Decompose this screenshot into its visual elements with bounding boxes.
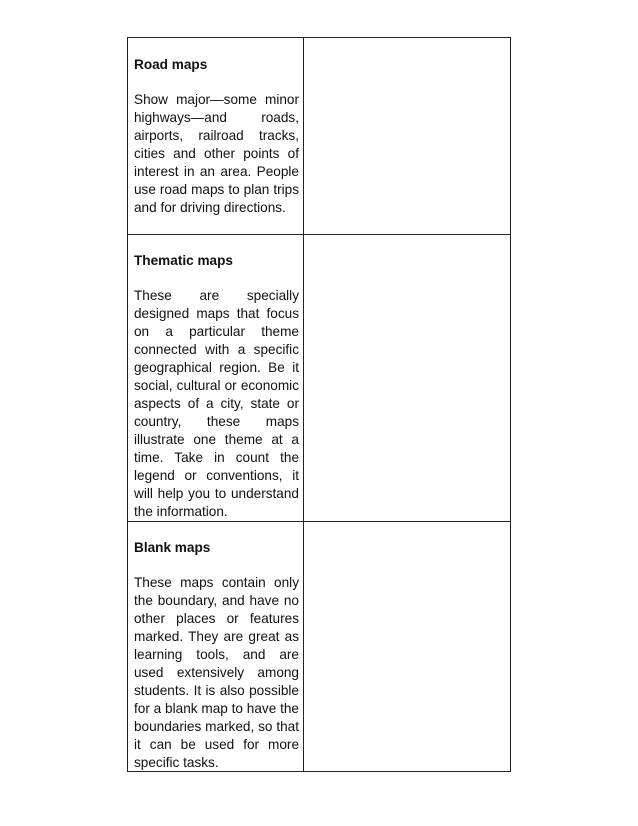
body-line: the boundary, and have no: [134, 593, 299, 608]
description-cell: [128, 235, 304, 521]
table-row-blank-maps: [128, 522, 510, 771]
table-row-road-maps: [128, 38, 510, 235]
body-line: legend or conventions, it: [134, 468, 299, 483]
body-line: students. It is also possible: [134, 683, 299, 698]
body-line: boundaries marked, so that: [134, 719, 299, 734]
description-cell: [128, 38, 304, 234]
body-line: social, cultural or economic: [134, 378, 299, 393]
body-line: the information.: [134, 504, 228, 519]
body-line: geographical region. Be it: [134, 360, 299, 375]
body-line: marked. They are great as: [134, 629, 299, 644]
body-line: it can be used for more: [134, 737, 299, 752]
body-line: time. Take in count the: [134, 450, 299, 465]
section-title: Thematic maps: [134, 253, 233, 268]
body-line: other places or features: [134, 611, 299, 626]
body-line: These maps contain only: [134, 575, 299, 590]
section-body: [134, 557, 299, 772]
body-line: highways—and roads,: [134, 110, 299, 125]
body-line: connected with a specific: [134, 342, 299, 357]
body-line: airports, railroad tracks,: [134, 128, 299, 143]
section-title: Road maps: [134, 57, 208, 72]
section-body: [134, 270, 299, 521]
body-line: learning tools, and are: [134, 647, 299, 662]
body-line: on a particular theme: [134, 324, 299, 339]
description-cell: [128, 522, 304, 771]
body-line: will help you to understand: [134, 486, 299, 501]
empty-cell: [304, 38, 510, 234]
body-line: cities and other points of: [134, 146, 299, 161]
body-line: for a blank map to have the: [134, 701, 299, 716]
table-row-thematic-maps: [128, 235, 510, 522]
body-line: interest in an area. People: [134, 164, 299, 179]
body-line: used extensively among: [134, 665, 299, 680]
map-types-table: [127, 37, 511, 772]
body-line: specific tasks.: [134, 755, 219, 770]
body-line: illustrate one theme at a: [134, 432, 299, 447]
empty-cell: [304, 522, 510, 771]
section-body: [134, 74, 299, 217]
body-line: Show major—some minor: [134, 92, 299, 107]
body-line: and for driving directions.: [134, 200, 286, 215]
body-line: designed maps that focus: [134, 306, 299, 321]
body-line: These are specially: [134, 288, 299, 303]
body-line: country, these maps: [134, 414, 299, 429]
body-line: aspects of a city, state or: [134, 396, 299, 411]
empty-cell: [304, 235, 510, 521]
body-line: use road maps to plan trips: [134, 182, 299, 197]
section-title: Blank maps: [134, 540, 211, 555]
